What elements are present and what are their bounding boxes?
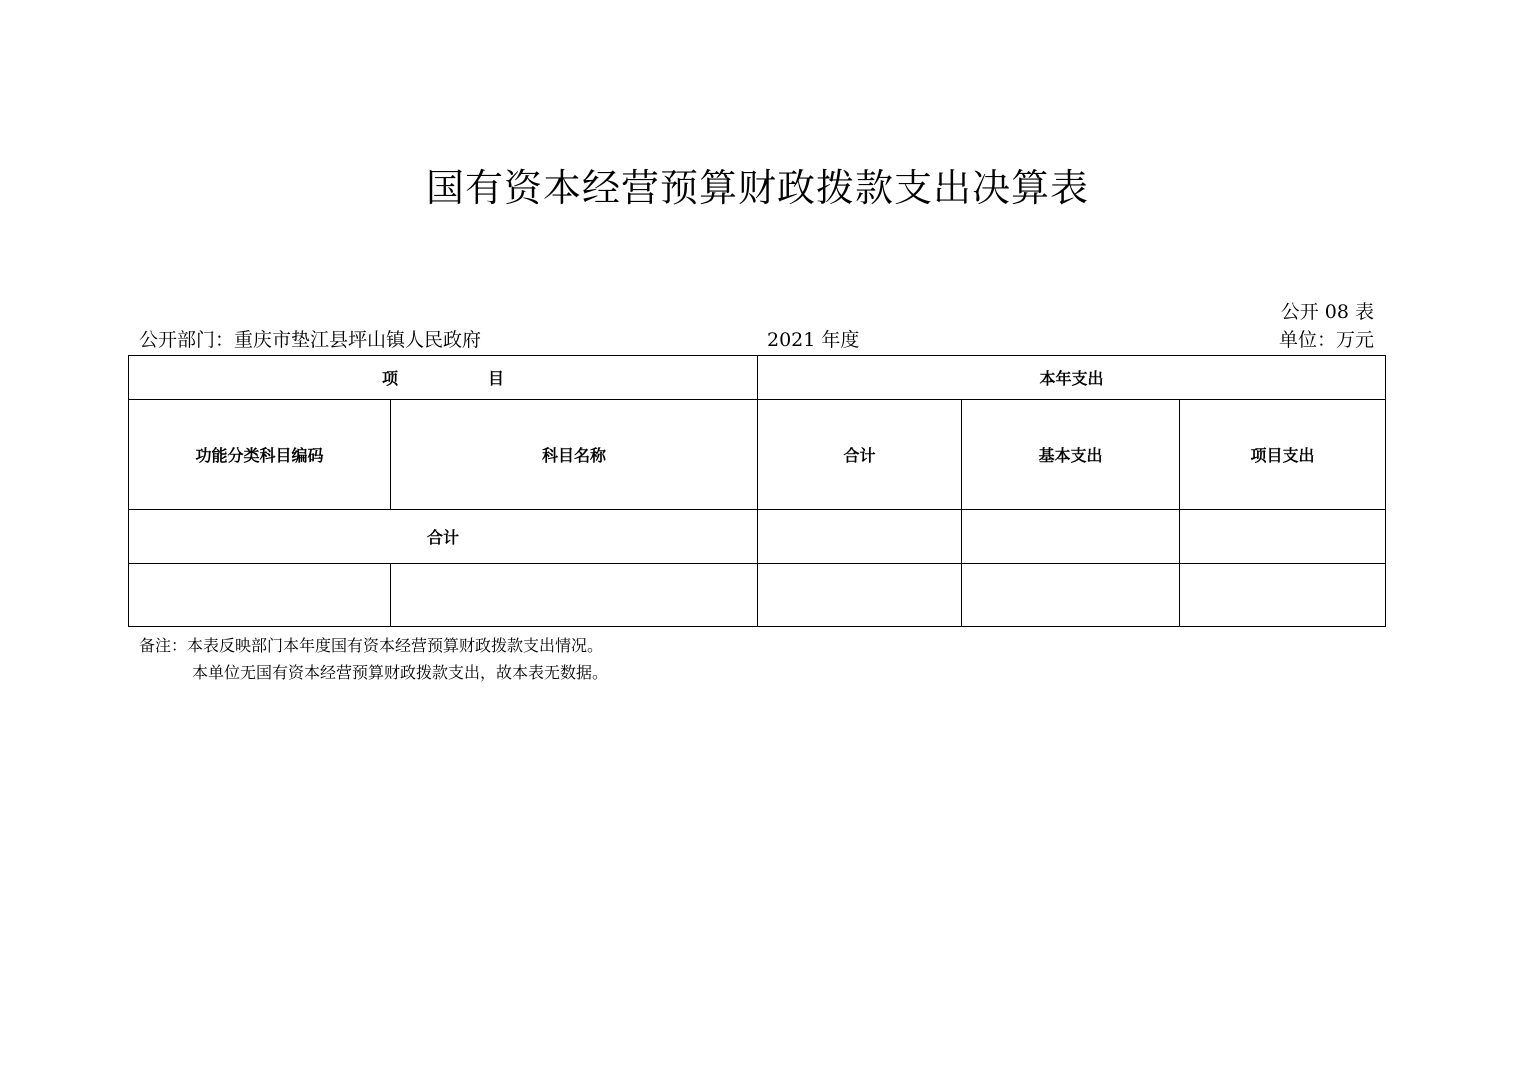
page-title: 国有资本经营预算财政拨款支出决算表 xyxy=(425,166,1089,210)
form-number: 公开 08 表 xyxy=(1280,301,1374,323)
unit-label: 单位：万元 xyxy=(1278,329,1374,351)
total-row-total xyxy=(758,510,962,564)
column-header-name: 科目名称 xyxy=(391,400,758,510)
header-item-b: 目 xyxy=(488,369,505,388)
cell-name xyxy=(391,564,758,627)
total-row-project xyxy=(1180,510,1386,564)
cell-project xyxy=(1180,564,1386,627)
header-row-2 xyxy=(129,400,1386,510)
notes xyxy=(139,632,608,686)
total-row xyxy=(129,510,1386,564)
note-line-1: 备注：本表反映部门本年度国有资本经营预算财政拨款支出情况。 xyxy=(139,636,604,655)
table-row xyxy=(129,564,1386,627)
header-item-cell xyxy=(129,356,758,400)
total-row-basic xyxy=(962,510,1180,564)
cell-total xyxy=(758,564,962,627)
total-row-label: 合计 xyxy=(129,510,758,564)
year-label: 2021 年度 xyxy=(767,329,860,351)
column-header-code: 功能分类科目编码 xyxy=(129,400,391,510)
header-item-a: 项 xyxy=(381,369,398,388)
expenditure-table xyxy=(128,355,1386,627)
cell-code xyxy=(129,564,391,627)
department-label: 公开部门：重庆市垫江县坪山镇人民政府 xyxy=(139,329,482,351)
header-current-expense: 本年支出 xyxy=(758,356,1386,400)
column-header-project: 项目支出 xyxy=(1180,400,1386,510)
column-header-total: 合计 xyxy=(758,400,962,510)
note-line-2: 本单位无国有资本经营预算财政拨款支出，故本表无数据。 xyxy=(192,663,609,682)
cell-basic xyxy=(962,564,1180,627)
column-header-basic: 基本支出 xyxy=(962,400,1180,510)
header-row-1 xyxy=(129,356,1386,400)
